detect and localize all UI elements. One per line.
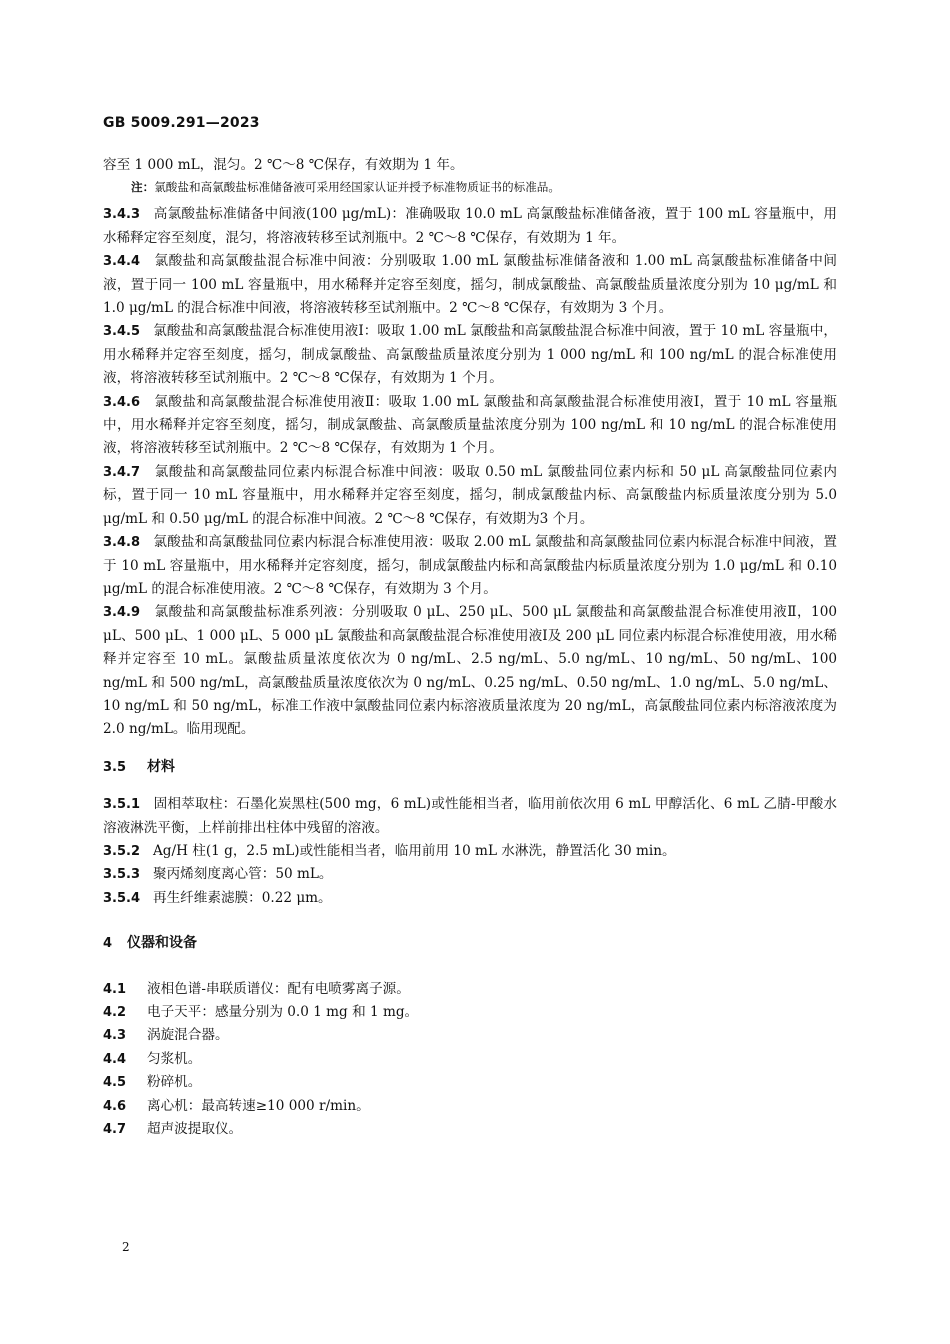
clause-4-1 xyxy=(103,978,837,1001)
clause-3-4-8 xyxy=(103,531,837,601)
clause-text: 氯酸盐和高氯酸盐同位素内标混合标准使用液：吸取 2.00 mL 氯酸盐和高氯酸盐同位素内标混合标准中间液，置于 10 mL 容量瓶中，用水稀释并定容刻度，摇匀，制成氯酸盐内标和高氯酸盐内标质量浓度分别为 1.0 μg/mL 和 0.10 μg/mL 的混合标准使用液。2 ℃～8 ℃保存，有效期为 3 个月。 xyxy=(103,534,837,597)
clause-number: 3.4.6 xyxy=(103,394,141,410)
section-number: 3.5 xyxy=(103,759,127,775)
clause-text: 氯酸盐和高氯酸盐同位素内标混合标准中间液：吸取 0.50 mL 氯酸盐同位素内标和 50 μL 高氯酸盐同位素内标，置于同一 10 mL 容量瓶中，用水稀释并定容至刻度，摇匀，制成氯酸盐内标、高氯酸盐内标质量浓度分别为 5.0 μg/mL 和 0.50 μg/mL 的混合标准中间液。2 ℃～8 ℃保存，有效期为3 个月。 xyxy=(103,463,837,527)
clause-3-4-9 xyxy=(103,601,837,741)
spacer xyxy=(103,956,837,978)
clause-text: 再生纤维素滤膜：0.22 μm。 xyxy=(152,889,332,906)
clause-number: 3.4.4 xyxy=(103,254,141,270)
clause-text: Ag/H 柱(1 g，2.5 mL)或性能相当者，临用前用 10 mL 水淋洗，静置活化 30 min。 xyxy=(152,842,676,859)
clause-3-5-1 xyxy=(103,793,837,840)
clause-text: 氯酸盐和高氯酸盐混合标准使用液Ⅰ：吸取 1.00 mL 氯酸盐和高氯酸盐混合标准中间液，置于 10 mL 容量瓶中，用水稀释并定容至刻度，摇匀，制成氯酸盐、高氯酸盐质量浓度分别为 1 000 ng/mL 和 100 ng/mL 的混合标准使用液，将溶液转移至试剂瓶中。2 ℃～8 ℃保存，有效期为 1 个月。 xyxy=(103,323,837,387)
spacer xyxy=(103,742,837,756)
clause-number: 4.2 xyxy=(103,1005,127,1020)
clause-text: 匀浆机。 xyxy=(147,1050,202,1067)
clause-number: 3.4.9 xyxy=(103,605,141,621)
clause-text: 粉碎机。 xyxy=(147,1074,202,1091)
chapter-title: 仪器和设备 xyxy=(127,935,197,952)
clause-number: 3.5.4 xyxy=(103,890,141,906)
clause-4-5 xyxy=(103,1071,837,1094)
clause-3-4-6 xyxy=(103,391,837,461)
clause-number: 3.4.5 xyxy=(103,324,141,340)
clause-number: 3.5.3 xyxy=(103,867,141,883)
clause-3-4-7 xyxy=(103,461,837,531)
clause-4-2 xyxy=(103,1001,837,1024)
clause-text: 氯酸盐和高氯酸盐混合标准中间液：分别吸取 1.00 mL 氯酸盐标准储备液和 1.00 mL 高氯酸盐标准储备中间液，置于同一 100 mL 容量瓶中，用水稀释并定容至刻度，摇匀，制成氯酸盐、高氯酸盐质量浓度分别为 10 μg/mL 和 1.0 μg/mL 的混合标准中间液，将溶液转移至试剂瓶中。2 ℃～8 ℃保存，有效期为 3 个月。 xyxy=(103,253,837,317)
clause-text: 电子天平：感量分别为 0.0 1 mg 和 1 mg。 xyxy=(147,1004,419,1020)
clause-text: 超声波提取仪。 xyxy=(147,1121,243,1138)
clause-number: 3.4.3 xyxy=(103,207,141,223)
chapter-number: 4 xyxy=(103,936,113,952)
clause-number: 4.1 xyxy=(103,981,127,997)
clause-3-4-5 xyxy=(103,320,837,390)
clause-text: 液相色谱-串联质谱仪：配有电喷雾离子源。 xyxy=(147,980,410,997)
clause-4-6 xyxy=(103,1095,837,1118)
clause-text: 聚丙烯刻度离心管：50 mL。 xyxy=(152,866,333,883)
spacer xyxy=(103,779,837,793)
note xyxy=(103,177,837,197)
clause-number: 4.6 xyxy=(103,1098,127,1114)
document-body xyxy=(103,154,837,1141)
clause-4-3 xyxy=(103,1024,837,1047)
clause-3-4-3 xyxy=(103,203,837,250)
note-text: 氯酸盐和高氯酸盐标准储备液可采用经国家认证并授予标准物质证书的标准品。 xyxy=(154,180,560,195)
clause-text: 离心机：最高转速≥10 000 r/min。 xyxy=(147,1097,370,1114)
clause-number: 4.4 xyxy=(103,1051,127,1067)
clause-number: 4.5 xyxy=(103,1075,127,1091)
clause-3-4-4 xyxy=(103,250,837,320)
continued-text: 容至 1 000 mL，混匀。2 ℃～8 ℃保存，有效期为 1 年。 xyxy=(103,157,464,173)
clause-number: 4.7 xyxy=(103,1122,127,1138)
clause-text: 氯酸盐和高氯酸盐混合标准使用液Ⅱ：吸取 1.00 mL 氯酸盐和高氯酸盐混合标准使用液Ⅰ，置于 10 mL 容量瓶中，用水稀释并定容至刻度，摇匀，制成氯酸盐、高氯酸质量盐浓度分别为 100 ng/mL 和 10 ng/mL 的混合标准使用液，将溶液转移至试剂瓶中。2 ℃～8 ℃保存，有效期为 1 个月。 xyxy=(103,393,837,457)
clause-4-4 xyxy=(103,1048,837,1071)
note-label: 注： xyxy=(131,180,155,195)
clause-number: 3.4.8 xyxy=(103,535,141,551)
clause-number: 4.3 xyxy=(103,1028,127,1044)
clause-number: 3.5.2 xyxy=(103,843,141,859)
spacer xyxy=(103,910,837,932)
clause-3-5-4 xyxy=(103,887,837,910)
chapter-4-heading xyxy=(103,932,837,955)
standard-number: GB 5009.291—2023 xyxy=(103,115,260,131)
page-number: 2 xyxy=(122,1240,130,1254)
section-3-5-heading xyxy=(103,756,837,779)
clause-text: 高氯酸盐标准储备中间液(100 μg/mL)：准确吸取 10.0 mL 高氯酸盐标准储备液，置于 100 mL 容量瓶中，用水稀释定容至刻度，混匀，将溶液转移至试剂瓶中。2 ℃～8 ℃保存，有效期为 1 年。 xyxy=(103,206,837,246)
section-title: 材料 xyxy=(147,758,175,775)
clause-4-7 xyxy=(103,1118,837,1141)
clause-text: 涡旋混合器。 xyxy=(147,1027,229,1044)
clause-text: 氯酸盐和高氯酸盐标准系列液：分别吸取 0 μL、250 μL、500 μL 氯酸盐和高氯酸盐混合标准使用液Ⅱ，100 μL、500 μL、1 000 μL、5 000 μL 氯酸盐和高氯酸盐混合标准使用液Ⅰ及 200 μL 同位素内标混合标准使用液，用水稀释并定容至 10 mL。氯酸盐质量浓度依次为 0 ng/mL、2.5 ng/mL、5.0 ng/mL、10 ng/mL、50 ng/mL、100 ng/mL 和 500 ng/mL，高氯酸盐质量浓度依次为 0 ng/mL、0.25 ng/mL、0.50 ng/mL、1.0 ng/mL、5.0 ng/mL、10 ng/mL 和 50 ng/mL，标准工作液中氯酸盐同位素内标溶液质量浓度为 20 ng/mL，高氯酸盐同位素内标溶液浓度为 2.0 ng/mL。临用现配。 xyxy=(103,604,837,738)
clause-number: 3.5.1 xyxy=(103,797,141,813)
clause-3-5-3 xyxy=(103,863,837,886)
clause-number: 3.4.7 xyxy=(103,464,141,480)
clause-3-5-2 xyxy=(103,840,837,863)
clause-text: 固相萃取柱：石墨化炭黑柱(500 mg，6 mL)或性能相当者，临用前依次用 6 mL 甲醇活化、6 mL 乙腈-甲酸水溶液淋洗平衡，上样前排出柱体中残留的溶液。 xyxy=(103,796,837,836)
